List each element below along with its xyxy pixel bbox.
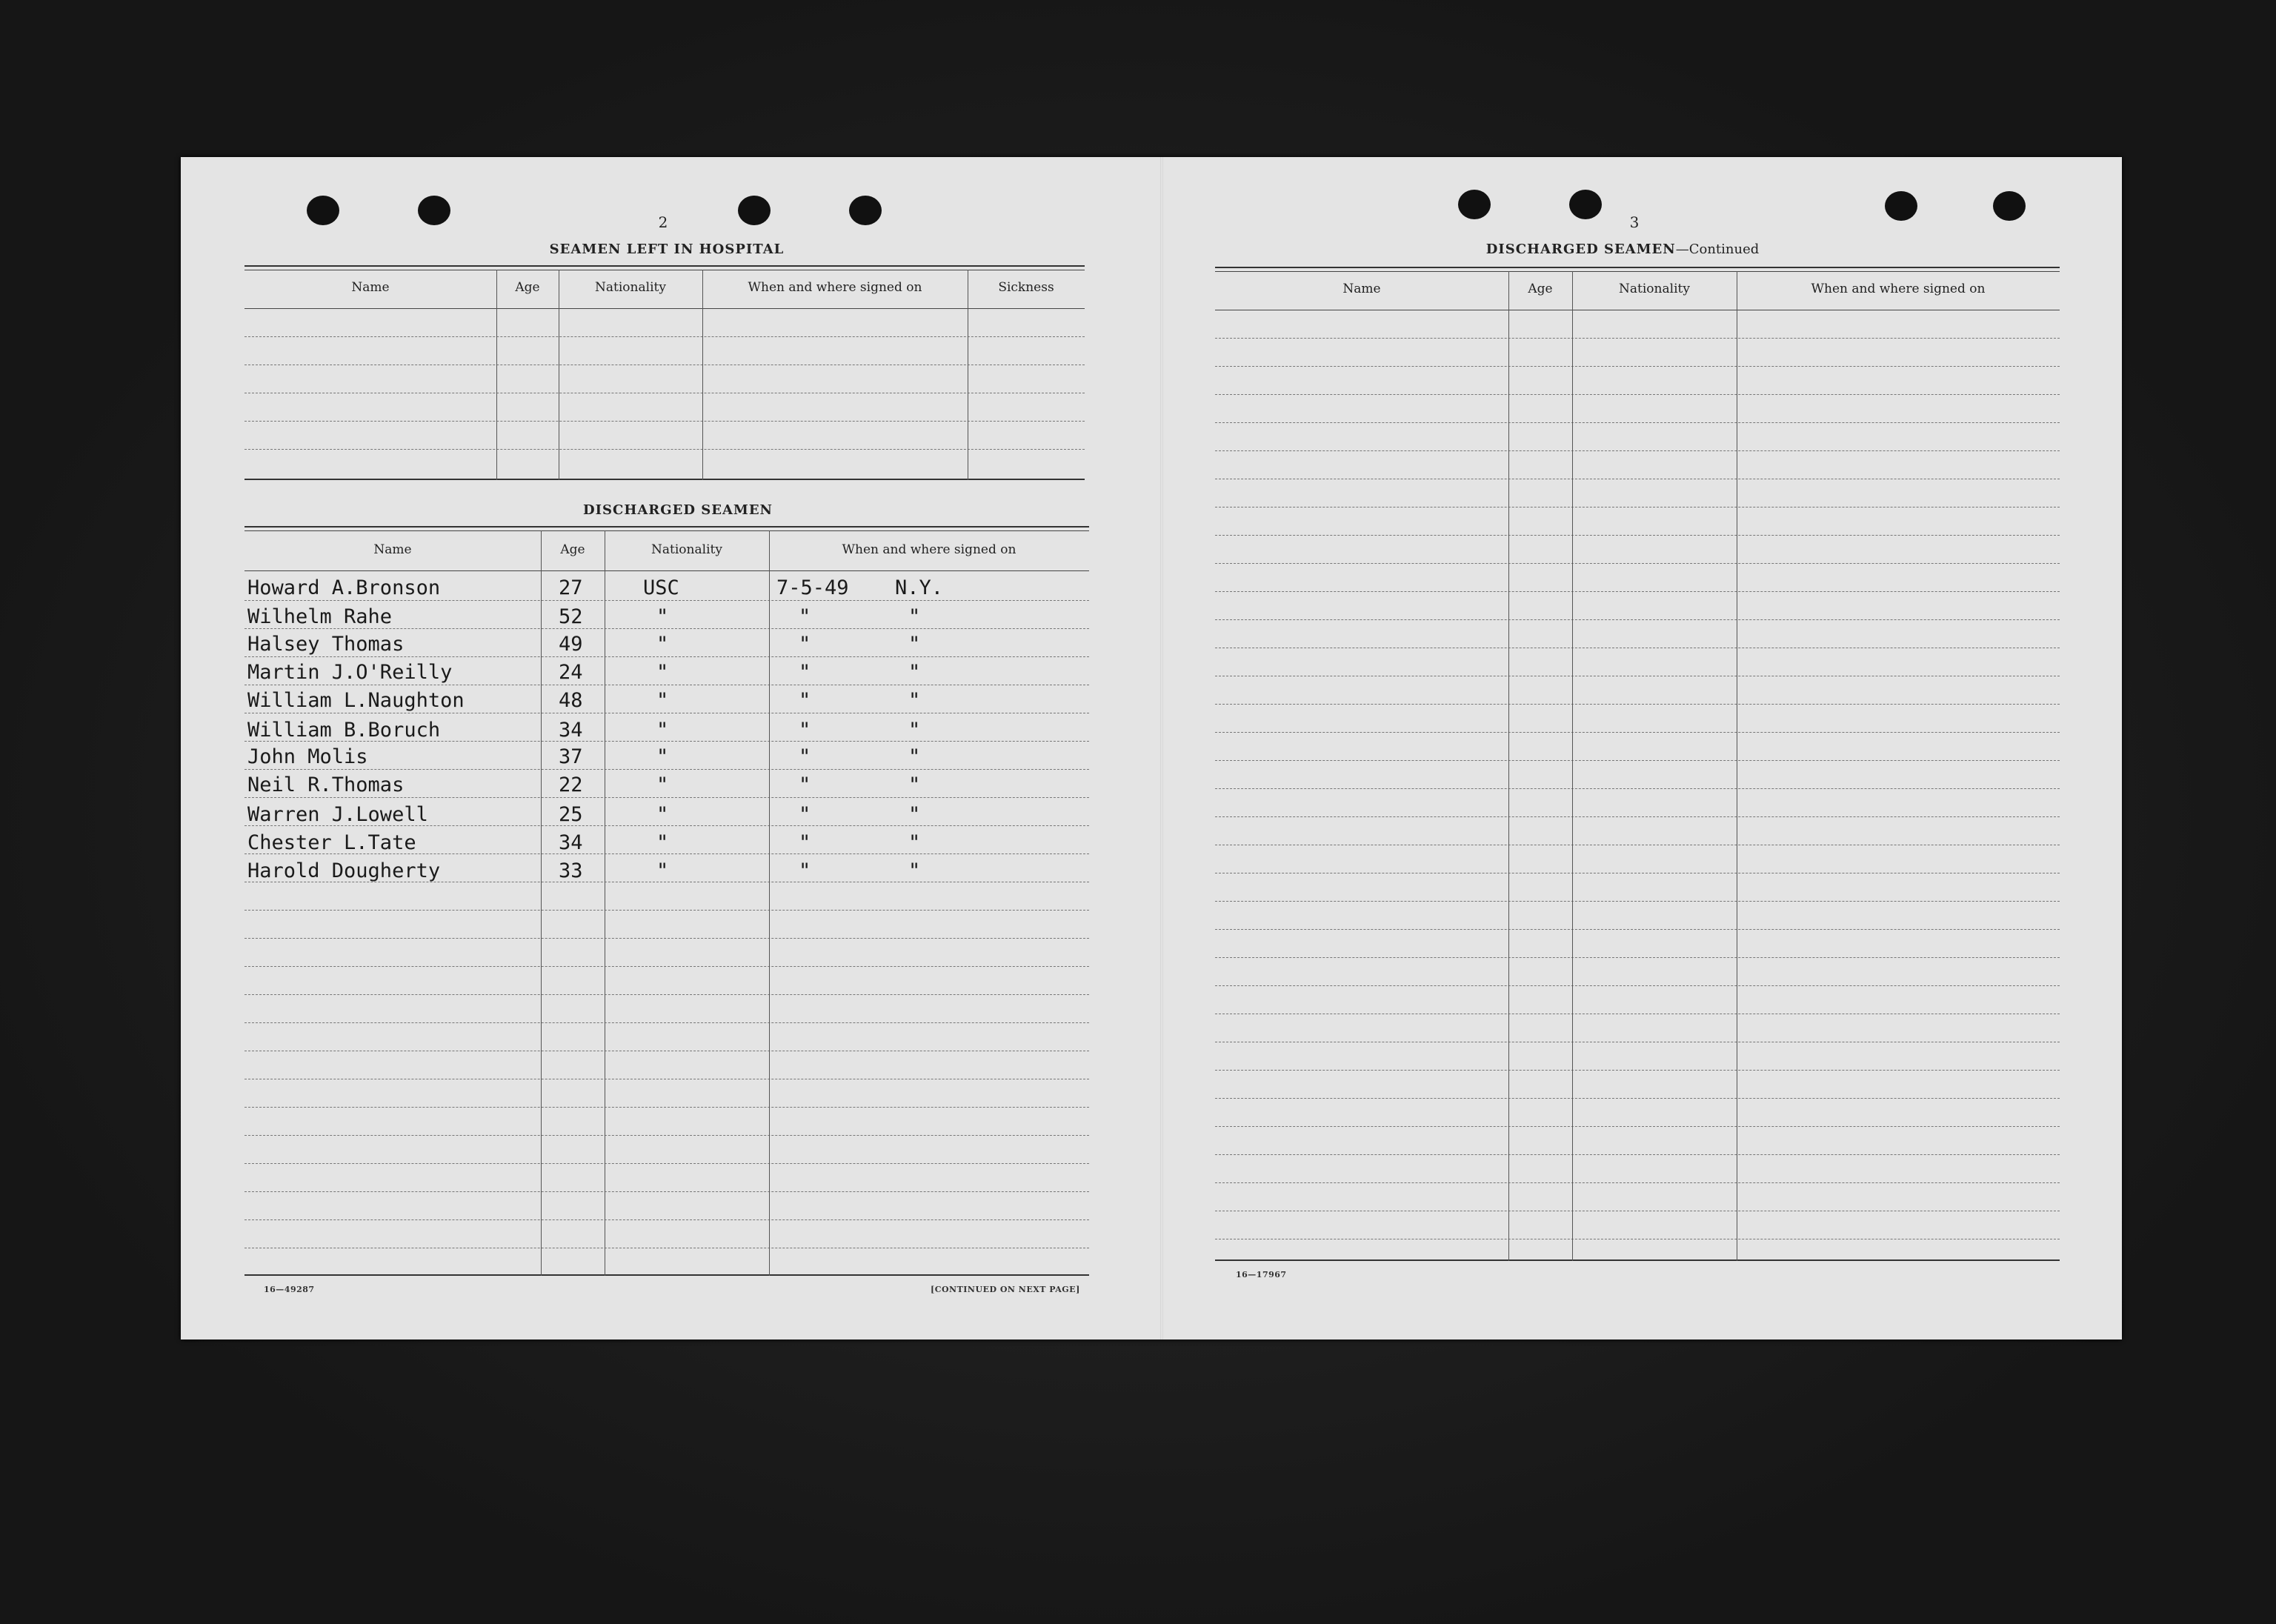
punch-hole [307, 196, 339, 225]
ruled-line [1215, 450, 2060, 451]
seaman-name: William L.Naughton [247, 689, 465, 712]
seaman-nationality: USC [643, 576, 679, 599]
punch-hole [1993, 191, 2026, 221]
seaman-nationality: " [656, 605, 669, 628]
punch-hole [418, 196, 450, 225]
signed-on-place: " [908, 633, 921, 656]
page-number-left: 2 [658, 213, 668, 231]
continued-header-when-where: When and where signed on [1811, 282, 1986, 296]
discharged-header-nationality: Nationality [651, 542, 722, 557]
ruled-line [244, 1022, 1089, 1023]
discharged-continued-table [1215, 264, 2060, 1270]
seaman-age: 34 [559, 719, 583, 742]
ruled-line [244, 966, 1089, 967]
hospital-section-title: SEAMEN LEFT IN HOSPITAL [549, 242, 785, 257]
signed-on-place: " [908, 773, 921, 796]
seaman-nationality: " [656, 689, 669, 712]
seaman-nationality: " [656, 773, 669, 796]
ruled-line [1215, 591, 2060, 592]
hospital-header-when-where: When and where signed on [748, 280, 922, 295]
ruled-line [1215, 1182, 2060, 1183]
ruled-line [1215, 507, 2060, 508]
continued-header-nationality: Nationality [1619, 282, 1690, 296]
discharged-section-title: DISCHARGED SEAMEN [582, 502, 773, 518]
signed-on-place: " [908, 803, 921, 826]
continued-header-name: Name [1342, 282, 1381, 296]
page-fold [1160, 157, 1163, 1340]
punch-hole [1458, 190, 1491, 219]
seaman-nationality: " [656, 719, 669, 742]
seaman-age: 27 [559, 576, 583, 599]
ruled-line [1215, 366, 2060, 367]
seaman-name: Harold Dougherty [247, 859, 441, 882]
seaman-nationality: " [656, 661, 669, 684]
punch-hole [1885, 191, 1917, 221]
seaman-name: Warren J.Lowell [247, 803, 428, 826]
ruled-line [1215, 1154, 2060, 1155]
ruled-line [1215, 394, 2060, 395]
seaman-age: 25 [559, 803, 583, 826]
ruled-line [1215, 985, 2060, 986]
ruled-line [1215, 816, 2060, 817]
ruled-line [1215, 901, 2060, 902]
signed-on-date: " [799, 633, 811, 656]
ruled-line [244, 1163, 1089, 1164]
continued-header-age: Age [1528, 282, 1553, 296]
seaman-nationality: " [656, 745, 669, 768]
signed-on-date: " [799, 859, 811, 882]
discharged-table [244, 525, 1089, 1282]
hospital-header-nationality: Nationality [595, 280, 666, 295]
signed-on-place: " [908, 689, 921, 712]
signed-on-date: " [799, 803, 811, 826]
ruled-line [1215, 338, 2060, 339]
ruled-line [244, 628, 1089, 629]
discharged-header-name: Name [373, 542, 412, 557]
ruled-line [1215, 1126, 2060, 1127]
seaman-nationality: " [656, 803, 669, 826]
discharged-title-main: DISCHARGED SEAMEN [1485, 242, 1676, 257]
ruled-line [1215, 704, 2060, 705]
ruled-line [244, 797, 1089, 798]
ruled-line [244, 994, 1089, 995]
seaman-name: Chester L.Tate [247, 831, 416, 854]
hospital-header-age: Age [515, 280, 540, 295]
hospital-header-sickness: Sickness [998, 280, 1054, 295]
seaman-name: Wilhelm Rahe [247, 605, 393, 628]
hospital-header-name: Name [351, 280, 390, 295]
signed-on-date: " [799, 831, 811, 854]
punch-hole [738, 196, 771, 225]
signed-on-date: " [799, 773, 811, 796]
signed-on-place: " [908, 605, 921, 628]
signed-on-date: " [799, 605, 811, 628]
signed-on-place: N.Y. [895, 576, 944, 599]
seaman-age: 48 [559, 689, 583, 712]
signed-on-date: " [799, 745, 811, 768]
ruled-line [244, 600, 1089, 601]
ruled-line [244, 656, 1089, 657]
seaman-age: 49 [559, 633, 583, 656]
seaman-name: William B.Boruch [247, 719, 441, 742]
ruled-line [1215, 619, 2060, 620]
seaman-nationality: " [656, 633, 669, 656]
hospital-table [244, 264, 1085, 485]
discharged-header-when-where: When and where signed on [842, 542, 1016, 557]
ruled-line [1215, 760, 2060, 761]
seaman-name: Halsey Thomas [247, 633, 405, 656]
seaman-age: 24 [559, 661, 583, 684]
signed-on-date: " [799, 689, 811, 712]
ruled-line [1215, 535, 2060, 536]
seaman-nationality: " [656, 859, 669, 882]
ruled-line [1215, 957, 2060, 958]
seaman-age: 52 [559, 605, 583, 628]
seaman-name: Martin J.O'Reilly [247, 661, 453, 684]
ruled-line [244, 1219, 1089, 1220]
form-number-right: 16—17967 [1236, 1270, 1287, 1279]
ruled-line [1215, 732, 2060, 733]
signed-on-date: " [799, 719, 811, 742]
seaman-age: 34 [559, 831, 583, 854]
seaman-name: John Molis [247, 745, 368, 768]
seaman-name: Howard A.Bronson [247, 576, 441, 599]
continued-note: [CONTINUED ON NEXT PAGE] [931, 1285, 1080, 1294]
discharged-header-age: Age [560, 542, 585, 557]
ruled-line [244, 1135, 1089, 1136]
ruled-line [244, 938, 1089, 939]
ruled-line [1215, 1098, 2060, 1099]
punch-hole [1569, 190, 1602, 219]
ruled-line [1215, 563, 2060, 564]
ruled-line [1215, 1070, 2060, 1071]
ruled-line [244, 910, 1089, 911]
seaman-age: 22 [559, 773, 583, 796]
signed-on-date: 7-5-49 [776, 576, 849, 599]
signed-on-place: " [908, 859, 921, 882]
ruled-line [1215, 422, 2060, 423]
discharged-continued-title [1408, 242, 1837, 257]
ruled-line [1215, 929, 2060, 930]
seaman-age: 37 [559, 745, 583, 768]
signed-on-date: " [799, 661, 811, 684]
signed-on-place: " [908, 745, 921, 768]
seaman-age: 33 [559, 859, 583, 882]
page-number-right: 3 [1629, 213, 1640, 231]
punch-hole [849, 196, 882, 225]
signed-on-place: " [908, 831, 921, 854]
ruled-line [1215, 788, 2060, 789]
form-number-left: 16—49287 [264, 1285, 315, 1294]
discharged-title-continued: —Continued [1675, 242, 1760, 257]
signed-on-place: " [908, 719, 921, 742]
ruled-line [244, 1107, 1089, 1108]
seaman-name: Neil R.Thomas [247, 773, 405, 796]
signed-on-place: " [908, 661, 921, 684]
ruled-line [244, 1191, 1089, 1192]
ruled-line [244, 769, 1089, 770]
seaman-nationality: " [656, 831, 669, 854]
